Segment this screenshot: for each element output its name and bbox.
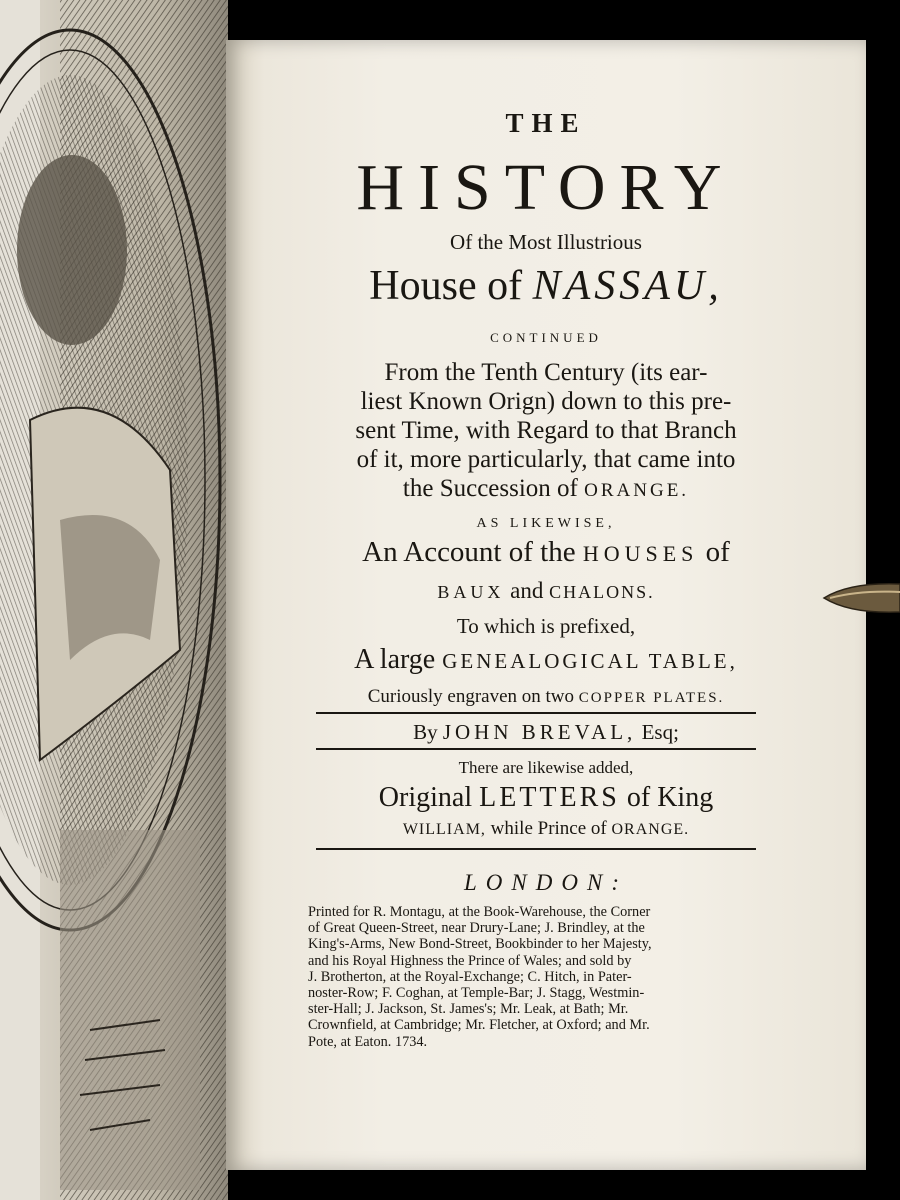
subtitle-house-of-nassau xyxy=(226,262,866,310)
description-line-1: From the Tenth Century (its ear- xyxy=(384,359,708,386)
original-letters-line xyxy=(226,782,866,814)
as-likewise-label: AS LIKEWISE, xyxy=(476,516,616,531)
original-text: Original xyxy=(378,782,473,813)
imprint-block xyxy=(308,904,784,1050)
imprint-line: of Great Queen-Street, near Drury-Lane; J. Brindley, at the xyxy=(308,920,645,937)
baux-text: BAUX xyxy=(437,582,505,602)
account-text: An Account of the xyxy=(362,536,576,568)
divider-rule-2 xyxy=(316,748,756,750)
engraved-portrait xyxy=(0,0,228,1200)
orange-text: ORANGE. xyxy=(584,480,690,501)
author-name: JOHN BREVAL, xyxy=(442,720,637,744)
divider-rule-3 xyxy=(316,848,756,850)
william-text: WILLIAM, xyxy=(402,821,486,838)
engraven-text: Curiously engraven on two xyxy=(367,686,575,707)
imprint-line: Printed for R. Montagu, at the Book-Warehouse, the Corner xyxy=(308,904,651,920)
title-page xyxy=(226,40,866,1170)
while-prince-text: while Prince of xyxy=(490,818,607,839)
engraven-line xyxy=(226,686,866,708)
orange-text-2: ORANGE. xyxy=(611,821,690,838)
succession-text: the Succession of xyxy=(402,475,578,502)
imprint-line: and his Royal Highness the Prince of Wales; and sold by xyxy=(308,952,632,969)
william-line xyxy=(226,818,866,840)
imprint-line: noster-Row; F. Coghan, at Temple-Bar; J. Stagg, Westmin- xyxy=(308,985,645,1002)
genealogical-table-line xyxy=(226,644,866,676)
by-text: By xyxy=(413,720,438,744)
genealogical-table-text: GENEALOGICAL TABLE, xyxy=(442,649,738,673)
copper-plates-text: COPPER PLATES. xyxy=(578,690,725,706)
house-of-text: House of xyxy=(369,263,523,309)
imprint-line: J. Brotherton, at the Royal-Exchange; C. Hitch, in Pater- xyxy=(308,968,632,985)
london-heading: LONDON: xyxy=(464,870,628,895)
letters-text: LETTERS xyxy=(479,782,620,813)
chalons-text: CHALONS. xyxy=(549,582,655,602)
imprint-line: King's-Arms, New Bond-Street, Bookbinder to her Majesty, xyxy=(308,936,652,953)
imprint-line: Crownfield, at Cambridge; Mr. Fletcher, at Oxford; and Mr. xyxy=(308,1017,650,1034)
heading-the: THE xyxy=(505,108,587,138)
and-text: and xyxy=(510,578,544,603)
a-large-text: A large xyxy=(354,644,436,675)
prefixed-line: To which is prefixed, xyxy=(456,614,636,638)
nassau-text: NASSAU, xyxy=(532,263,723,309)
heading-history: HISTORY xyxy=(356,151,736,224)
description-line-2: liest Known Orign) down to this pre- xyxy=(360,388,732,415)
houses-text: HOUSES xyxy=(582,541,699,566)
imprint-line: ster-Hall; J. Jackson, St. James's; Mr. Leak, at Bath; Mr. xyxy=(308,1001,629,1018)
imprint-line: Pote, at Eaton. 1734. xyxy=(308,1033,428,1050)
continued-label: CONTINUED xyxy=(490,330,602,345)
description-line-5 xyxy=(226,474,866,505)
account-line xyxy=(226,536,866,569)
frontispiece-engraving xyxy=(0,0,228,1200)
subtitle-most-illustrious: Of the Most Illustrious xyxy=(450,230,642,254)
of-king-text: of King xyxy=(626,782,714,813)
author-line xyxy=(226,720,866,745)
description-line-3: sent Time, with Regard to that Branch xyxy=(355,417,737,444)
pen-tip-icon xyxy=(820,576,900,620)
esq-text: Esq; xyxy=(641,720,679,744)
added-line: There are likewise added, xyxy=(458,758,634,777)
baux-line xyxy=(226,578,866,604)
of-text: of xyxy=(705,536,730,568)
description-line-4: of it, more particularly, that came into xyxy=(356,446,736,473)
divider-rule-1 xyxy=(316,712,756,714)
